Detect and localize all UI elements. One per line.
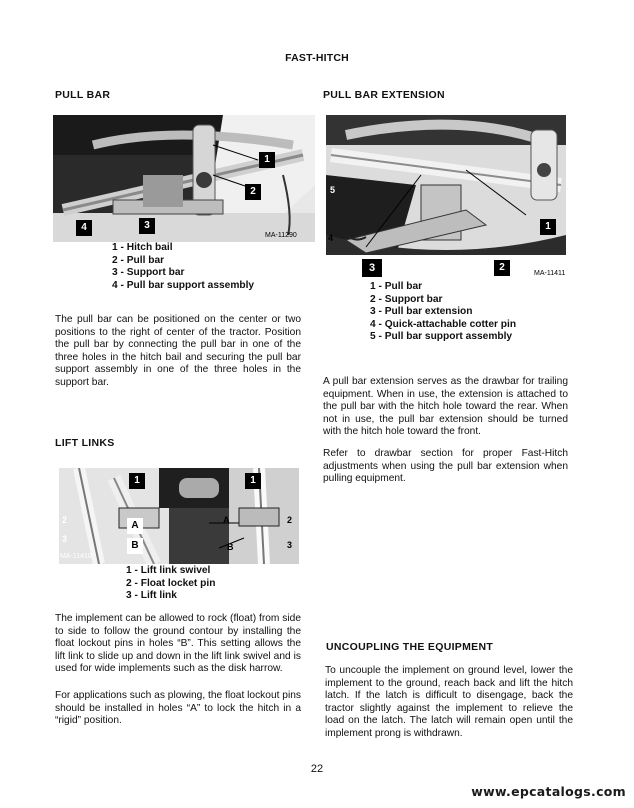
- lift-links-callout-3: 3: [62, 534, 68, 544]
- page-number: 22: [310, 763, 324, 775]
- legend-item: 4 - Pull bar support assembly: [112, 279, 255, 291]
- lift-links-figure-code: MA-11410: [60, 553, 92, 560]
- paragraph: To uncouple the implement on ground level, lower the implement to the ground, reach back and lift the hitch latch. If the latch is difficult to disengage, back the tractor slightly against the implement to relieve the load on the latch. The latch will remain open until the implement prong is withdrawn.: [325, 665, 573, 739]
- lift-links-photo: [59, 468, 299, 564]
- pull-bar-text: [55, 314, 301, 390]
- legend-item: 3 - Lift link: [126, 590, 177, 602]
- legend-item: 1 - Pull bar: [370, 281, 423, 292]
- lift-links-callout-2: 2: [62, 515, 68, 525]
- pull-bar-callout-1: 1: [259, 152, 275, 168]
- lift-links-callout-3b: 3: [287, 540, 293, 550]
- legend-item: 5 - Pull bar support assembly: [370, 331, 513, 343]
- pull-bar-extension-photo: [326, 115, 566, 287]
- extension-callout-5: 5: [330, 185, 336, 195]
- lift-links-legend: [126, 565, 215, 603]
- lift-links-callout-2b: 2: [287, 515, 293, 525]
- lift-links-callout-1b: 1: [245, 473, 261, 489]
- legend-item: 2 - Support bar: [370, 293, 443, 305]
- legend-item: 2 - Pull bar: [112, 254, 165, 266]
- lift-links-text: [55, 613, 301, 728]
- pull-bar-extension-text: [323, 376, 568, 486]
- legend-item: 4 - Quick-attachable cotter pin: [370, 318, 517, 330]
- legend-item: 3 - Support bar: [112, 267, 185, 279]
- pull-bar-callout-2: 2: [245, 184, 261, 200]
- extension-callout-3: 3: [362, 259, 382, 277]
- hole-label-b-right: B: [227, 542, 234, 552]
- legend-item: 3 - Pull bar extension: [370, 306, 473, 318]
- legend-item: 1 - Lift link swivel: [126, 565, 211, 576]
- paragraph: Refer to drawbar section for proper Fast-Hitch adjustments when using the pull bar extension when pulling equipment.: [323, 447, 568, 485]
- paragraph: For applications such as plowing, the float lockout pins should be installed in holes “A” to lock the hitch in a “rigid” position.: [55, 689, 301, 727]
- hole-label-a: A: [127, 518, 143, 534]
- pull-bar-photo: [53, 115, 315, 242]
- extension-figure-code: MA-11411: [534, 270, 566, 277]
- legend-item: 2 - Float locket pin: [126, 577, 216, 589]
- hole-label-a-right: A: [223, 515, 230, 525]
- pull-bar-callout-4: 4: [76, 220, 92, 236]
- hole-label-b: B: [127, 538, 143, 554]
- pull-bar-legend: [112, 242, 254, 292]
- paragraph: A pull bar extension serves as the drawbar for trailing equipment. When in use, the extension is attached to the pull bar with the hitch hole toward the rear. When not in use, the pull bar extension should be turned with the hitch hole toward the front.: [323, 376, 568, 438]
- page-title: FAST-HITCH: [285, 52, 349, 64]
- uncoupling-heading: UNCOUPLING THE EQUIPMENT: [326, 641, 494, 653]
- legend-item: 1 - Hitch bail: [112, 242, 173, 253]
- lift-links-heading: LIFT LINKS: [55, 437, 115, 449]
- paragraph: The pull bar can be positioned on the center or two positions to the right of center of the tractor. Position the pull bar by connecting the pull bar in one of the three holes in the hitch bail and securing the pull bar support assembly in one of the three holes in the support bar.: [55, 314, 301, 388]
- pull-bar-figure-code: MA-11290: [265, 232, 297, 239]
- pull-bar-callout-3: 3: [139, 218, 155, 234]
- uncoupling-text: [325, 665, 573, 741]
- extension-callout-4: 4: [328, 233, 334, 243]
- pull-bar-extension-heading: PULL BAR EXTENSION: [323, 89, 445, 101]
- extension-callout-2: 2: [494, 260, 510, 276]
- pull-bar-heading: PULL BAR: [55, 89, 111, 101]
- extension-callout-1: 1: [540, 219, 556, 235]
- watermark: www.epcatalogs.com: [471, 784, 626, 799]
- pull-bar-extension-legend: [370, 281, 516, 344]
- paragraph: The implement can be allowed to rock (float) from side to side to follow the ground contour by installing the float lockout pins in holes “B”. This setting allows the lift link to slide up and down in the lift link swivel and is used for wide implements such as the disk harrow.: [55, 613, 301, 675]
- lift-links-callout-1: 1: [129, 473, 145, 489]
